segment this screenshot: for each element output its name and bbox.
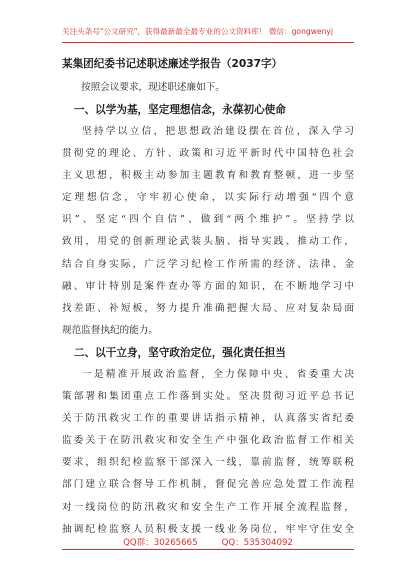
text-line: 一是精准开展政治监督，全力保障中央、省委重大决 [82,368,354,380]
document-title: 某集团纪委书记述职述廉述学报告（2037字） [62,58,283,70]
text-line: 对一线岗位的防汛救灾和安全生产工作开展全流程监督， [62,501,354,513]
section-heading: 二、以干立身，坚守政治定位，强化责任担当 [74,346,286,359]
intro-paragraph: 按照会议要求，现述职述廉如下。 [81,82,225,93]
section-1 [62,99,354,342]
section-paragraph [62,364,354,541]
section-2 [62,342,354,541]
text-line: 找差距、补短板，努力提升准确把握大局、应对复杂局面 [62,302,354,314]
text-line: 结合自身实际，广泛学习纪检工作所需的经济、法律、金 [62,258,354,270]
text-line: 识”、坚定“四个自信”、做到“两个维护”。坚持学以 [62,214,354,226]
text-line: 贯彻党的理论、方针、政策和习近平新时代中国特色社会 [62,148,354,160]
text-line: 致用，用党的创新理论武装头脑、指导实践、推动工作， [62,236,354,248]
text-line: 定理想信念，守牢初心使命，以实际行动增强“四个意 [62,192,354,204]
qq-number: QQ：535304092 [221,538,293,548]
footer-divider [62,549,354,550]
text-line: 规范监督执纪的能力。 [62,324,158,336]
text-line: 关于防汛救灾工作的重要讲话指示精神，认真落实省纪委 [62,413,354,425]
text-line: 融、审计特别是案件查办等方面的知识，在不断地学习中 [62,280,354,292]
text-line: 坚持学以立信，把思想政治建设摆在首位，深入学习 [82,126,354,137]
document-body [62,78,354,541]
section-heading: 一、以学为基，坚定理想信念，永葆初心使命 [74,104,286,116]
section-paragraph [62,121,354,342]
text-line: 主义思想，积极主动参加主题教育和教育整顿，进一步坚 [62,170,354,182]
qq-group-number: QQ群：30265665 [123,538,198,548]
text-line: 监委关于在防汛救灾和安全生产中强化政治监督工作相关 [62,435,354,447]
header-divider [62,42,354,43]
text-line: 策部署和集团重点工作落到实处。坚决贯彻习近平总书记 [62,391,354,403]
text-line: 抽调纪检监察人员积极支援一线业务岗位，牢牢守住安全 [62,523,354,535]
footer-contacts [62,536,354,548]
header-banner: 关注头条号"公文研究"，获得最新最全最专业的公文资料库！ 微信：gongwenyj [62,26,334,36]
text-line: 要求，组织纪检监察干部深入一线，靠前监督，统筹联税 [62,457,354,469]
text-line: 部门建立联合督导工作机制，督促完善应急处置工作流程 [62,479,354,491]
